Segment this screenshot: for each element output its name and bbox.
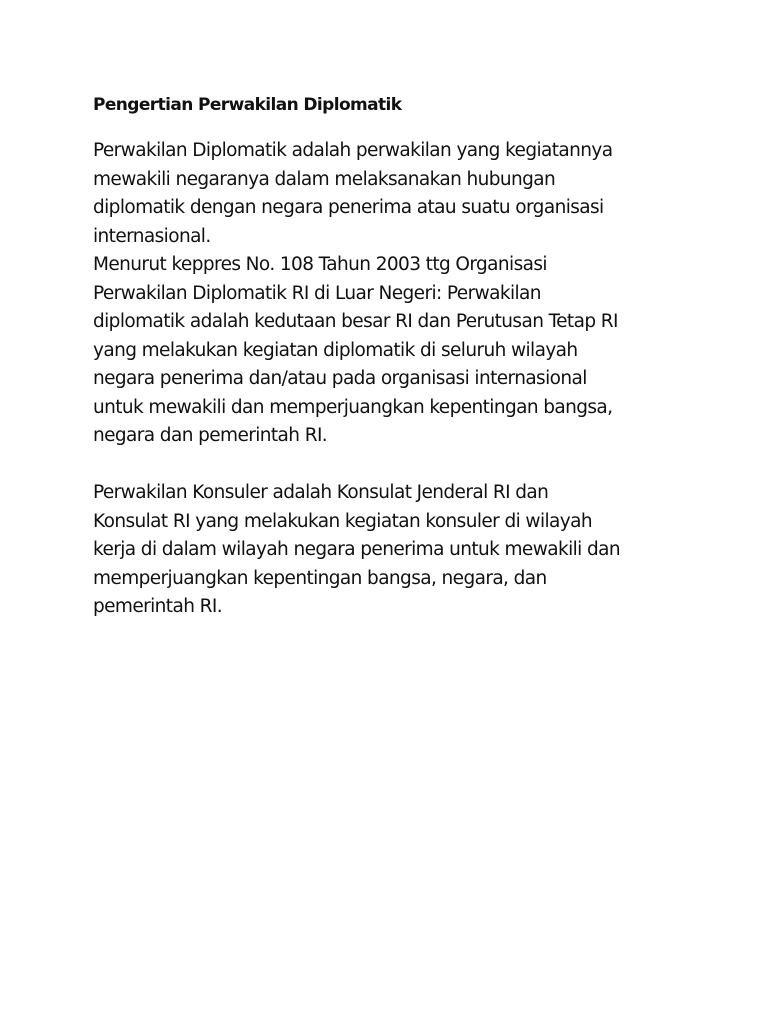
text-line: Konsulat RI yang melakukan kegiatan konsuler di wilayah: [93, 510, 592, 532]
text-line: internasional.: [93, 225, 211, 247]
document-title: Pengertian Perwakilan Diplomatik: [93, 95, 402, 115]
paragraph-diplomatik: [93, 137, 708, 451]
text-line: Menurut keppres No. 108 Tahun 2003 ttg Organisasi: [93, 254, 547, 275]
text-line: Perwakilan Diplomatik RI di Luar Negeri: Perwakilan: [93, 282, 541, 304]
text-line: untuk mewakili dan memperjuangkan kepentingan bangsa,: [93, 396, 613, 418]
text-line: diplomatik adalah kedutaan besar RI dan Perutusan Tetap RI: [93, 311, 618, 332]
text-line: pemerintah RI.: [93, 596, 222, 617]
text-line: negara penerima dan/atau pada organisasi internasional: [93, 368, 587, 389]
text-line: mewakili negaranya dalam melaksanakan hubungan: [93, 168, 556, 190]
text-line: memperjuangkan kepentingan bangsa, negara, dan: [93, 567, 547, 589]
text-line: diplomatik dengan negara penerima atau suatu organisasi: [93, 197, 604, 218]
paragraph-spacer: [93, 451, 708, 480]
text-line: Perwakilan Konsuler adalah Konsulat Jenderal RI dan: [93, 482, 549, 503]
paragraph-konsuler: [93, 479, 708, 622]
text-line: yang melakukan kegiatan diplomatik di seluruh wilayah: [93, 339, 578, 361]
text-line: Perwakilan Diplomatik adalah perwakilan yang kegiatannya: [93, 140, 613, 161]
text-line: kerja di dalam wilayah negara penerima untuk mewakili dan: [93, 539, 620, 560]
text-line: negara dan pemerintah RI.: [93, 425, 328, 446]
